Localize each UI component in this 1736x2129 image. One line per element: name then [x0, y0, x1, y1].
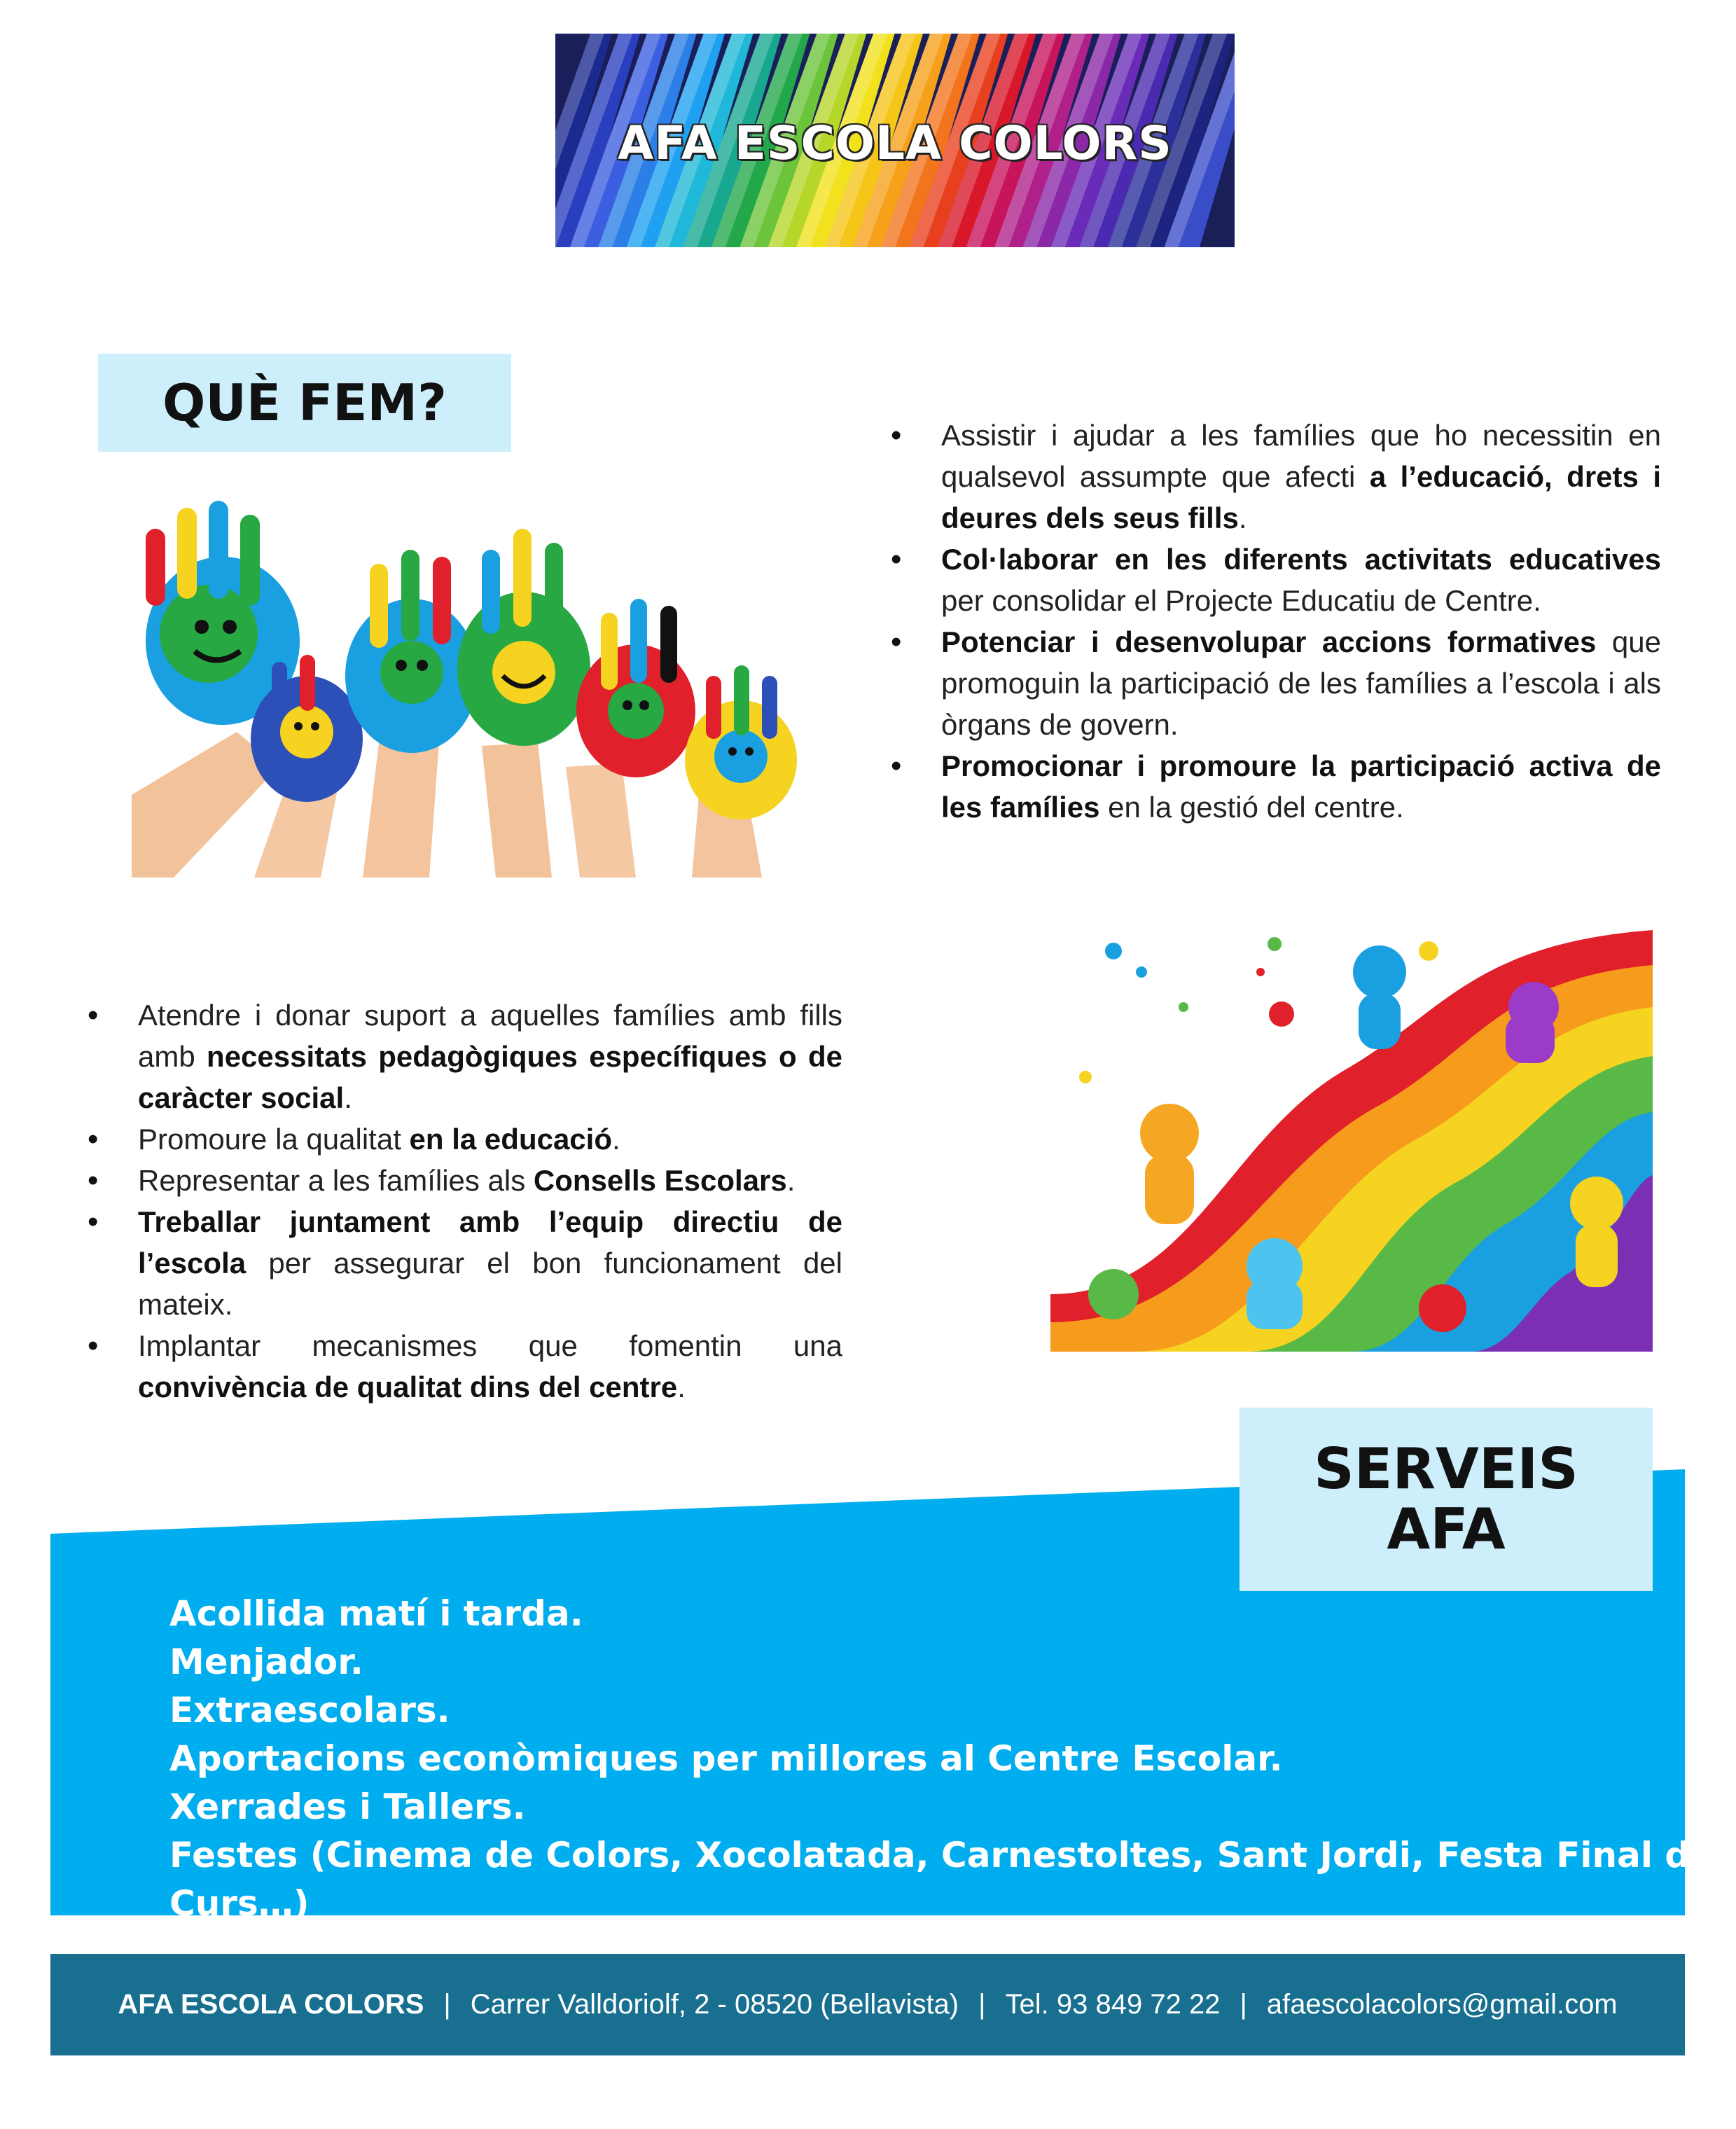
painted-hands-image — [132, 501, 831, 878]
activities-list-right — [891, 415, 1661, 828]
que-fem-heading: QUÈ FEM? — [98, 354, 511, 452]
list-item: • Representar a les famílies als Consells Escolars. — [88, 1160, 842, 1201]
list-item: • Potenciar i desenvolupar accions formatives que promoguin la participació de les famílies a l’escola i als òrgans de govern. — [891, 621, 1661, 745]
service-item: Aportacions econòmiques per millores al Centre Escolar. — [169, 1738, 1283, 1779]
footer-email[interactable]: afaescolacolors@gmail.com — [1266, 1989, 1618, 2020]
service-item: Menjador. — [169, 1642, 363, 1682]
service-item: Extraescolars. — [169, 1690, 450, 1731]
footer-bar — [50, 1954, 1685, 2055]
serveis-heading-line1: SERVEIS — [1314, 1436, 1578, 1502]
list-item: • Promocionar i promoure la participació activa de les famílies en la gestió del centre. — [891, 745, 1661, 828]
list-item: • Promoure la qualitat en la educació. — [88, 1118, 842, 1160]
list-item: • Implantar mecanismes que fomentin una convivència de qualitat dins del centre. — [88, 1325, 842, 1408]
footer-phone: Tel. 93 849 72 22 — [1005, 1989, 1221, 2020]
service-item: Xerrades i Tallers. — [169, 1787, 526, 1827]
serveis-afa-heading — [1239, 1408, 1653, 1591]
footer-address: Carrer Valldoriolf, 2 - 08520 (Bellavista) — [470, 1989, 959, 2020]
list-item: • Assistir i ajudar a les famílies que ho necessitin en qualsevol assumpte que afecti a l’educació, drets i deures dels seus fills. — [891, 415, 1661, 539]
activities-list-left — [88, 994, 842, 1408]
list-item: • Treballar juntament amb l’equip directiu de l’escola per assegurar el bon funcionament del mateix. — [88, 1201, 842, 1325]
footer-separator: | — [443, 1989, 451, 2020]
banner-title: AFA ESCOLA COLORS — [618, 116, 1172, 170]
list-item: • Atendre i donar suport a aquelles famílies amb fills amb necessitats pedagògiques específiques o de caràcter social. — [88, 994, 842, 1118]
footer-org-name: AFA ESCOLA COLORS — [118, 1989, 424, 2020]
list-item: • Col·laborar en les diferents activitats educatives per consolidar el Projecte Educatiu de Centre. — [891, 539, 1661, 621]
footer-separator: | — [1239, 1989, 1247, 2020]
footer-separator: | — [978, 1989, 986, 2020]
header-banner — [555, 34, 1235, 247]
serveis-heading-line2: AFA — [1387, 1497, 1506, 1562]
service-item: Festes (Cinema de Colors, Xocolatada, Carnestoltes, Sant Jordi, Festa Final de Curs…) — [169, 1835, 1714, 1924]
services-list — [169, 1590, 1736, 1928]
rainbow-kids-image — [1050, 930, 1653, 1352]
service-item: Acollida matí i tarda. — [169, 1593, 583, 1634]
